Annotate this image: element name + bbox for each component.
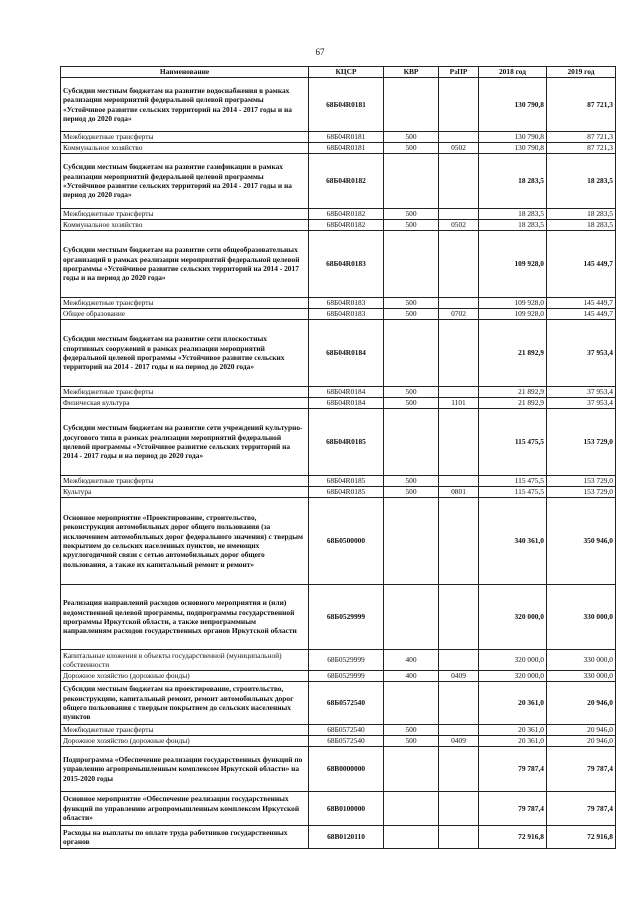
cell-kcsr: 68Б04R0183 [309, 298, 384, 309]
header-kvr: КВР [384, 67, 439, 78]
cell-kvr [384, 78, 439, 132]
cell-kvr [384, 826, 439, 849]
cell-2018: 115 475,5 [479, 409, 547, 476]
cell-name: Основное мероприятие «Проектирование, строительство, реконструкция автомобильных дорог общего пользования (за исключением автомобильных дорог федерального значения) с твердым покрытием до сельских населенных пунктов, не имеющих круглогодичной связи с сетью автомобильных дорог общего пользования, а также их капитальный ремонт и ремонт» [61, 498, 309, 585]
table-row [61, 476, 616, 487]
cell-kcsr: 68Б04R0185 [309, 409, 384, 476]
cell-kvr [384, 231, 439, 298]
cell-rzpr [439, 826, 479, 849]
cell-rzpr [439, 209, 479, 220]
table-row [61, 320, 616, 387]
table-row [61, 585, 616, 650]
cell-rzpr: 0801 [439, 487, 479, 498]
cell-2019: 18 283,5 [547, 209, 616, 220]
cell-2019: 350 946,0 [547, 498, 616, 585]
cell-kvr: 400 [384, 650, 439, 671]
table-row [61, 736, 616, 747]
table-row [61, 409, 616, 476]
cell-kcsr: 68Б04R0184 [309, 387, 384, 398]
cell-2018: 320 000,0 [479, 585, 547, 650]
table-row [61, 650, 616, 671]
cell-rzpr [439, 132, 479, 143]
cell-2018: 130 790,8 [479, 78, 547, 132]
cell-kvr: 500 [384, 132, 439, 143]
cell-2019: 153 729,0 [547, 487, 616, 498]
cell-2019: 330 000,0 [547, 671, 616, 682]
cell-rzpr [439, 387, 479, 398]
cell-2019: 37 953,4 [547, 320, 616, 387]
cell-2018: 109 928,0 [479, 298, 547, 309]
cell-name: Субсидии местным бюджетам на развитие сети плоскостных спортивных сооружений в рамках реализации мероприятий федеральной целевой программы «Устойчивое развитие сельских территорий на 2014 - 2017 годы и на период до 2020 года» [61, 320, 309, 387]
cell-2018: 340 361,0 [479, 498, 547, 585]
table-row [61, 671, 616, 682]
table-row [61, 132, 616, 143]
cell-rzpr: 0409 [439, 671, 479, 682]
table-row [61, 725, 616, 736]
table-row [61, 209, 616, 220]
cell-2019: 37 953,4 [547, 387, 616, 398]
cell-kcsr: 68Б0572540 [309, 725, 384, 736]
cell-2018: 18 283,5 [479, 209, 547, 220]
cell-2018: 72 916,8 [479, 826, 547, 849]
cell-kvr: 500 [384, 143, 439, 154]
table-row [61, 143, 616, 154]
table-row [61, 309, 616, 320]
cell-2018: 79 787,4 [479, 747, 547, 792]
cell-kcsr: 68Б0529999 [309, 671, 384, 682]
cell-name: Межбюджетные трансферты [61, 132, 309, 143]
cell-name: Межбюджетные трансферты [61, 476, 309, 487]
cell-kvr: 500 [384, 298, 439, 309]
cell-2019: 20 946,0 [547, 682, 616, 725]
cell-kcsr: 68Б0529999 [309, 650, 384, 671]
cell-rzpr: 1101 [439, 398, 479, 409]
cell-kcsr: 68Б04R0181 [309, 132, 384, 143]
cell-2018: 320 000,0 [479, 650, 547, 671]
cell-2018: 79 787,4 [479, 792, 547, 826]
cell-rzpr [439, 476, 479, 487]
cell-2018: 115 475,5 [479, 487, 547, 498]
cell-name: Межбюджетные трансферты [61, 725, 309, 736]
cell-2019: 330 000,0 [547, 650, 616, 671]
budget-table [60, 66, 616, 849]
table-row [61, 78, 616, 132]
cell-rzpr [439, 409, 479, 476]
cell-kcsr: 68Б04R0182 [309, 154, 384, 209]
cell-2019: 79 787,4 [547, 747, 616, 792]
cell-rzpr: 0502 [439, 220, 479, 231]
cell-kvr [384, 154, 439, 209]
cell-rzpr [439, 650, 479, 671]
cell-2018: 21 892,9 [479, 387, 547, 398]
cell-rzpr [439, 154, 479, 209]
table-row [61, 154, 616, 209]
cell-kvr [384, 682, 439, 725]
table-row [61, 826, 616, 849]
cell-rzpr [439, 498, 479, 585]
cell-rzpr [439, 298, 479, 309]
cell-name: Субсидии местным бюджетам на развитие газификации в рамках реализации мероприятий федеральной целевой программы «Устойчивое развитие сельских территорий на 2014 - 2017 годы и на период до 2020 года» [61, 154, 309, 209]
header-2019: 2019 год [547, 67, 616, 78]
cell-2019: 20 946,0 [547, 725, 616, 736]
cell-name: Культура [61, 487, 309, 498]
cell-kcsr: 68Б04R0183 [309, 231, 384, 298]
cell-kvr [384, 409, 439, 476]
cell-2018: 109 928,0 [479, 309, 547, 320]
cell-kcsr: 68Б0572540 [309, 682, 384, 725]
cell-rzpr: 0702 [439, 309, 479, 320]
cell-kcsr: 68Б04R0181 [309, 78, 384, 132]
cell-name: Межбюджетные трансферты [61, 387, 309, 398]
cell-kcsr: 68Б0572540 [309, 736, 384, 747]
cell-2019: 145 449,7 [547, 309, 616, 320]
cell-2018: 21 892,9 [479, 398, 547, 409]
cell-2018: 130 790,8 [479, 143, 547, 154]
cell-name: Межбюджетные трансферты [61, 298, 309, 309]
cell-2019: 153 729,0 [547, 409, 616, 476]
cell-2019: 87 721,3 [547, 78, 616, 132]
cell-2019: 18 283,5 [547, 154, 616, 209]
table-row [61, 298, 616, 309]
cell-2019: 20 946,0 [547, 736, 616, 747]
cell-2019: 18 283,5 [547, 220, 616, 231]
cell-kcsr: 68Б04R0184 [309, 398, 384, 409]
cell-kvr: 500 [384, 736, 439, 747]
cell-2018: 130 790,8 [479, 132, 547, 143]
cell-name: Субсидии местным бюджетам на развитие водоснабжения в рамках реализации мероприятий федеральной целевой программы «Устойчивое развитие сельских территорий на 2014 - 2017 годы и на период до 2020 года» [61, 78, 309, 132]
cell-kvr [384, 498, 439, 585]
cell-rzpr [439, 231, 479, 298]
cell-2019: 145 449,7 [547, 298, 616, 309]
cell-name: Подпрограмма «Обеспечение реализации государственных функций по управлению агропромышленным комплексом Иркутской области» на 2015-2020 годы [61, 747, 309, 792]
cell-kcsr: 68В0100000 [309, 792, 384, 826]
cell-2019: 79 787,4 [547, 792, 616, 826]
cell-kvr [384, 585, 439, 650]
cell-kvr [384, 792, 439, 826]
cell-kcsr: 68Б04R0185 [309, 476, 384, 487]
cell-2018: 18 283,5 [479, 220, 547, 231]
cell-kvr [384, 747, 439, 792]
cell-rzpr: 0502 [439, 143, 479, 154]
cell-2018: 320 000,0 [479, 671, 547, 682]
cell-kvr: 500 [384, 220, 439, 231]
header-rzpr: РзПР [439, 67, 479, 78]
cell-kvr: 500 [384, 209, 439, 220]
cell-name: Дорожное хозяйство (дорожные фонды) [61, 671, 309, 682]
cell-name: Коммунальное хозяйство [61, 220, 309, 231]
cell-kcsr: 68В0000000 [309, 747, 384, 792]
cell-rzpr [439, 792, 479, 826]
cell-kcsr: 68Б04R0184 [309, 320, 384, 387]
cell-rzpr [439, 747, 479, 792]
cell-kcsr: 68Б04R0182 [309, 220, 384, 231]
cell-2018: 20 361,0 [479, 725, 547, 736]
table-row [61, 498, 616, 585]
cell-kvr [384, 320, 439, 387]
cell-kvr: 500 [384, 387, 439, 398]
cell-kvr: 500 [384, 398, 439, 409]
header-2018: 2018 год [479, 67, 547, 78]
cell-kvr: 500 [384, 725, 439, 736]
table-row [61, 747, 616, 792]
cell-name: Расходы на выплаты по оплате труда работников государственных органов [61, 826, 309, 849]
table-row [61, 487, 616, 498]
cell-2019: 87 721,3 [547, 143, 616, 154]
cell-2018: 18 283,5 [479, 154, 547, 209]
cell-name: Дорожное хозяйство (дорожные фонды) [61, 736, 309, 747]
cell-2018: 20 361,0 [479, 682, 547, 725]
cell-rzpr [439, 725, 479, 736]
header-name: Наименование [61, 67, 309, 78]
cell-name: Капитальные вложения в объекты государственной (муниципальной) собственности [61, 650, 309, 671]
table-row [61, 220, 616, 231]
cell-name: Физическая культура [61, 398, 309, 409]
table-row [61, 231, 616, 298]
cell-name: Общее образование [61, 309, 309, 320]
cell-kvr: 400 [384, 671, 439, 682]
cell-kcsr: 68Б0529999 [309, 585, 384, 650]
cell-kcsr: 68Б04R0182 [309, 209, 384, 220]
cell-name: Реализация направлений расходов основного мероприятия и (или) ведомственной целевой программы, подпрограммы государственной программы Иркутской области, а также непрограммным направлениям расходов государственных органов Иркутской области [61, 585, 309, 650]
cell-2019: 330 000,0 [547, 585, 616, 650]
cell-kcsr: 68Б0500000 [309, 498, 384, 585]
page-number: 67 [315, 47, 325, 57]
cell-name: Основное мероприятие «Обеспечение реализации государственных функций по управлению агропромышленным комплексом Иркутской области» [61, 792, 309, 826]
cell-name: Субсидии местным бюджетам на развитие сети общеобразовательных организаций в рамках реализации мероприятий федеральной целевой программы «Устойчивое развитие сельских территорий на 2014 - 2017 годы и на период до 2020 года» [61, 231, 309, 298]
cell-name: Субсидии местным бюджетам на проектирование, строительство, реконструкцию, капитальный ремонт, ремонт автомобильных дорог общего пользования с твердым покрытием до сельских населенных пунктов [61, 682, 309, 725]
table-row [61, 398, 616, 409]
table-row [61, 387, 616, 398]
cell-2019: 72 916,8 [547, 826, 616, 849]
cell-2018: 109 928,0 [479, 231, 547, 298]
table-row [61, 682, 616, 725]
cell-name: Межбюджетные трансферты [61, 209, 309, 220]
cell-rzpr [439, 320, 479, 387]
cell-rzpr [439, 585, 479, 650]
cell-2019: 145 449,7 [547, 231, 616, 298]
cell-2018: 115 475,5 [479, 476, 547, 487]
cell-2018: 21 892,9 [479, 320, 547, 387]
cell-rzpr [439, 682, 479, 725]
cell-2018: 20 361,0 [479, 736, 547, 747]
cell-kvr: 500 [384, 487, 439, 498]
cell-kvr: 500 [384, 309, 439, 320]
table-row [61, 792, 616, 826]
cell-2019: 153 729,0 [547, 476, 616, 487]
cell-kvr: 500 [384, 476, 439, 487]
cell-kcsr: 68В0120110 [309, 826, 384, 849]
cell-name: Субсидии местным бюджетам на развитие сети учреждений культурно-досугового типа в рамках реализации мероприятий федеральной целевой программы «Устойчивое развитие сельских территорий на 2014 - 2017 годы и на период до 2020 года» [61, 409, 309, 476]
cell-rzpr: 0409 [439, 736, 479, 747]
table-header-row [61, 67, 616, 78]
cell-kcsr: 68Б04R0181 [309, 143, 384, 154]
cell-name: Коммунальное хозяйство [61, 143, 309, 154]
header-kcsr: КЦСР [309, 67, 384, 78]
cell-kcsr: 68Б04R0183 [309, 309, 384, 320]
cell-kcsr: 68Б04R0185 [309, 487, 384, 498]
cell-rzpr [439, 78, 479, 132]
cell-2019: 37 953,4 [547, 398, 616, 409]
table-body [61, 78, 616, 849]
cell-2019: 87 721,3 [547, 132, 616, 143]
